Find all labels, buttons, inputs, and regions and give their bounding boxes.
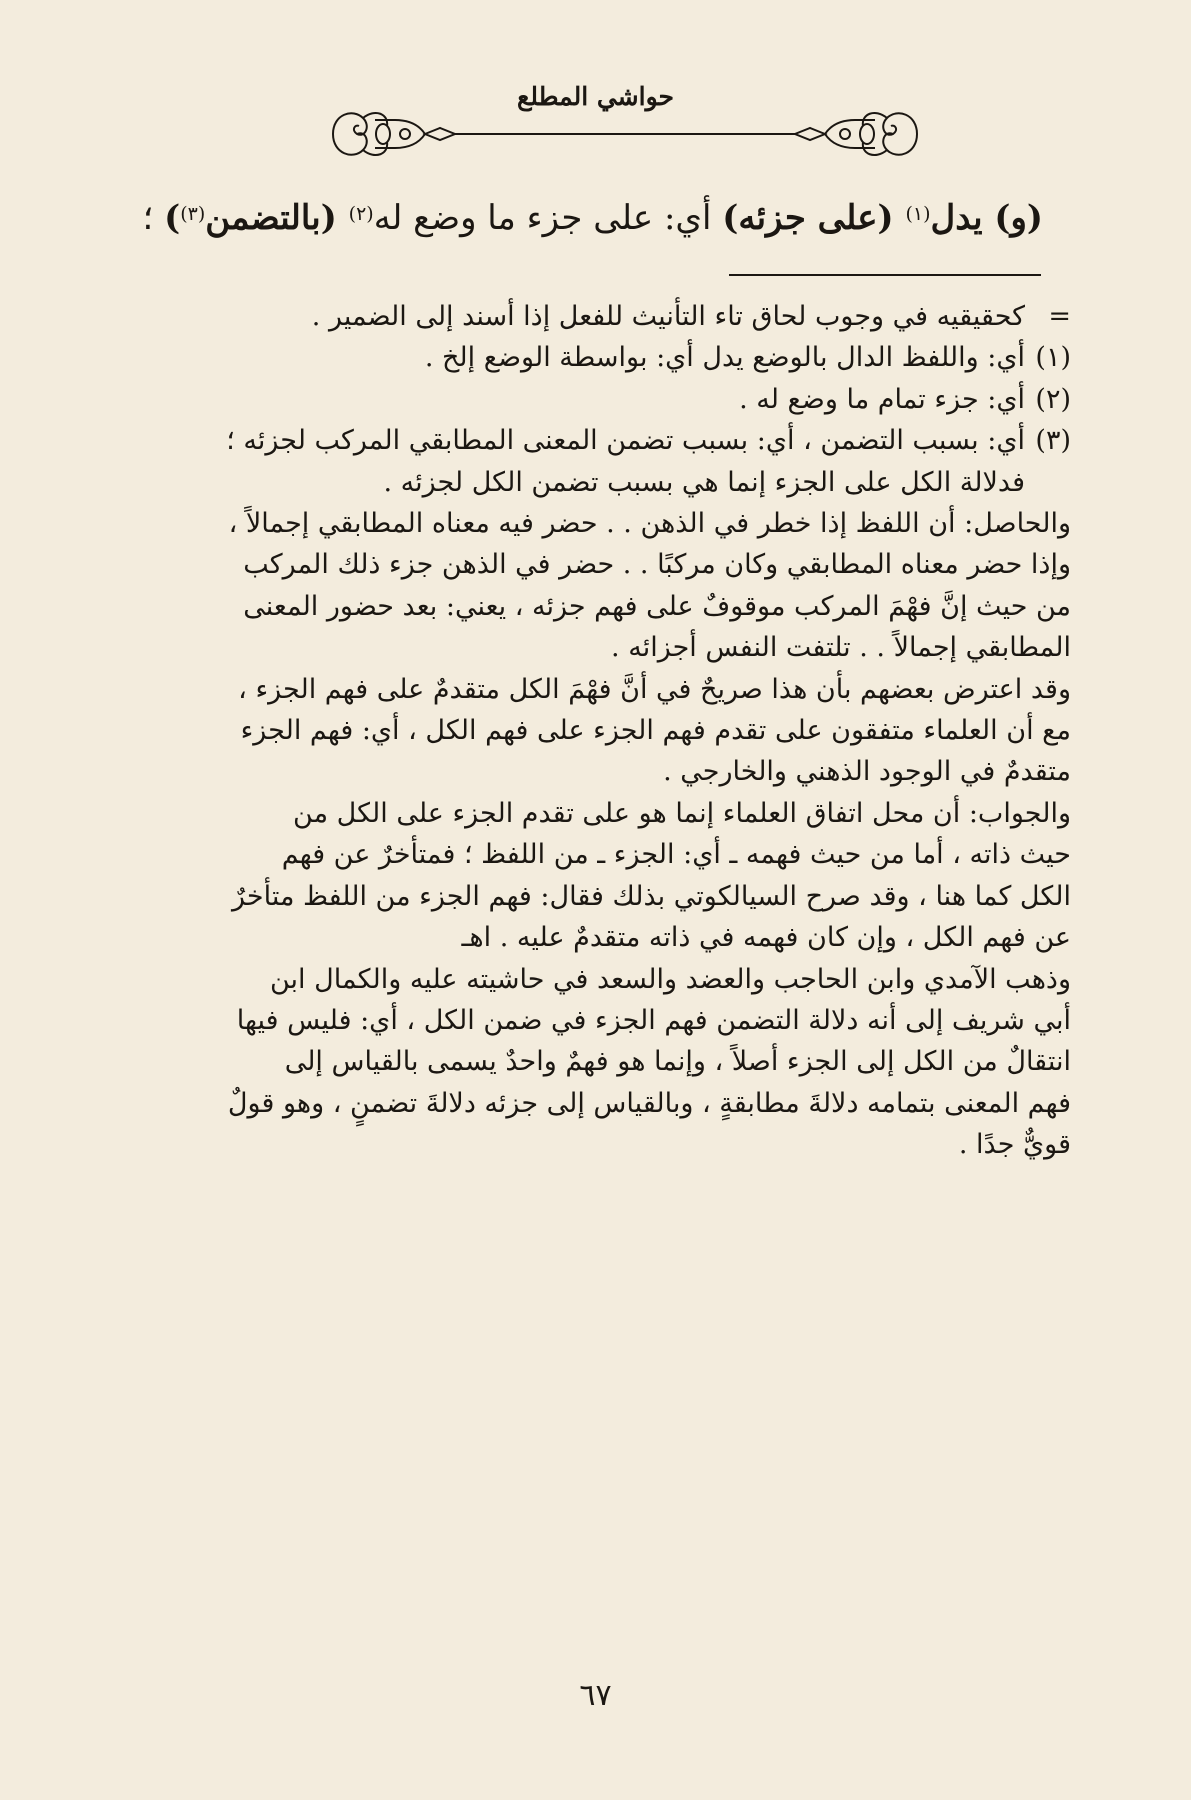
main-text-p4: (بالتضمن bbox=[205, 198, 349, 238]
footnote-line: مع أن العلماء متفقون على تقدم فهم الجزء على فهم الكل ، أي: فهم الجزء bbox=[240, 715, 1071, 747]
footnote-ref-3: (٣) bbox=[180, 203, 206, 225]
footnote-line: وقد اعترض بعضهم بأن هذا صريحٌ في أنَّ فهْمَ الكل متقدمٌ على فهم الجزء ، bbox=[238, 673, 1071, 705]
main-text-p3: أي: على جزء ما وضع له bbox=[373, 198, 723, 238]
footnote-paragraph-answer bbox=[141, 793, 1071, 959]
footnote-line: وذهب الآمدي وابن الحاجب والعضد والسعد في حاشيته عليه والكمال ابن bbox=[269, 963, 1071, 995]
footnote-line: والجواب: أن محل اتفاق العلماء إنما هو على تقدم الجزء على الكل من bbox=[293, 797, 1071, 829]
footnote-ref-2: (٢) bbox=[348, 203, 374, 225]
footnote-line: أبي شريف إلى أنه دلالة التضمن فهم الجزء في ضمن الكل ، أي: فليس فيها bbox=[236, 1004, 1071, 1036]
footnote-paragraph-opinion bbox=[141, 959, 1071, 1166]
footnote-marker: (١) bbox=[1035, 342, 1071, 374]
footnote-line: وإذا حضر معناه المطابقي وكان مركبًا . . حضر في الذهن جزء ذلك المركب bbox=[243, 549, 1071, 581]
footnote-line: والحاصل: أن اللفظ إذا خطر في الذهن . . حضر فيه معناه المطابقي إجمالاً ، bbox=[228, 508, 1071, 540]
footnote-line: المطابقي إجمالاً . . تلتفت النفس أجزائه . bbox=[611, 632, 1071, 664]
footnote-1 bbox=[141, 337, 1071, 378]
main-text-p5: ) bbox=[164, 198, 181, 238]
footnote-line: كحقيقيه في وجوب لحاق تاء التأنيث للفعل إذا أسند إلى الضمير . bbox=[311, 301, 1025, 332]
footnote-marker: (٣) bbox=[1035, 425, 1071, 457]
footnote-line: أي: بسبب التضمن ، أي: بسبب تضمن المعنى المطابقي المركب لجزئه ؛ bbox=[226, 425, 1025, 457]
footnote-line: أي: واللفظ الدال بالوضع يدل أي: بواسطة الوضع إلخ . bbox=[424, 342, 1025, 374]
footnote-paragraph-summary bbox=[141, 503, 1071, 669]
running-head: حواشي المطلع bbox=[517, 82, 674, 111]
footnote-line: انتقالٌ من الكل إلى الجزء أصلاً ، وإنما هو فهمٌ واحدٌ يسمى بالقياس إلى bbox=[284, 1046, 1071, 1078]
footnote-marker: (٢) bbox=[1035, 383, 1071, 415]
footnote-line: قويٌّ جدًا . bbox=[958, 1129, 1071, 1161]
footnotes bbox=[141, 296, 1071, 1166]
footnote-line: الكل كما هنا ، وقد صرح السيالكوتي بذلك فقال: فهم الجزء من اللفظ متأخرٌ bbox=[232, 880, 1071, 912]
footnote-continued bbox=[141, 296, 1071, 337]
main-text bbox=[123, 190, 1043, 246]
footnote-line: عن فهم الكل ، وإن كان فهمه في ذاته متقدمٌ عليه . اهـ bbox=[461, 922, 1071, 954]
footnote-line: متقدمٌ في الوجود الذهني والخارجي . bbox=[663, 756, 1071, 788]
footnote-3 bbox=[141, 420, 1071, 503]
header-ornament-rule bbox=[325, 100, 925, 168]
footnote-2 bbox=[141, 379, 1071, 420]
footnote-line: من حيث إنَّ فهْمَ المركب موقوفٌ على فهم جزئه ، يعني: بعد حضور المعنى bbox=[243, 590, 1071, 622]
footnote-line: أي: جزء تمام ما وضع له . bbox=[739, 383, 1025, 415]
main-text-p2: (على جزئه) bbox=[722, 198, 906, 238]
footnote-separator bbox=[729, 274, 1041, 276]
footnote-marker: = bbox=[1048, 301, 1071, 332]
main-text-p6: ؛ bbox=[142, 198, 165, 238]
footnote-ref-1: (١) bbox=[905, 203, 931, 225]
footnote-paragraph-objection bbox=[141, 669, 1071, 793]
footnote-line: فهم المعنى بتمامه دلالةَ مطابقةٍ ، وبالقياس إلى جزئه دلالةَ تضمنٍ ، وهو قولٌ bbox=[227, 1087, 1071, 1119]
footnote-line: حيث ذاته ، أما من حيث فهمه ـ أي: الجزء ـ من اللفظ ؛ فمتأخرٌ عن فهم bbox=[281, 839, 1071, 871]
footnote-line: فدلالة الكل على الجزء إنما هي بسبب تضمن الكل لجزئه . bbox=[383, 466, 1025, 498]
page-number: ٦٧ bbox=[579, 1678, 612, 1713]
main-text-p1: (و) يدل bbox=[930, 198, 1043, 238]
